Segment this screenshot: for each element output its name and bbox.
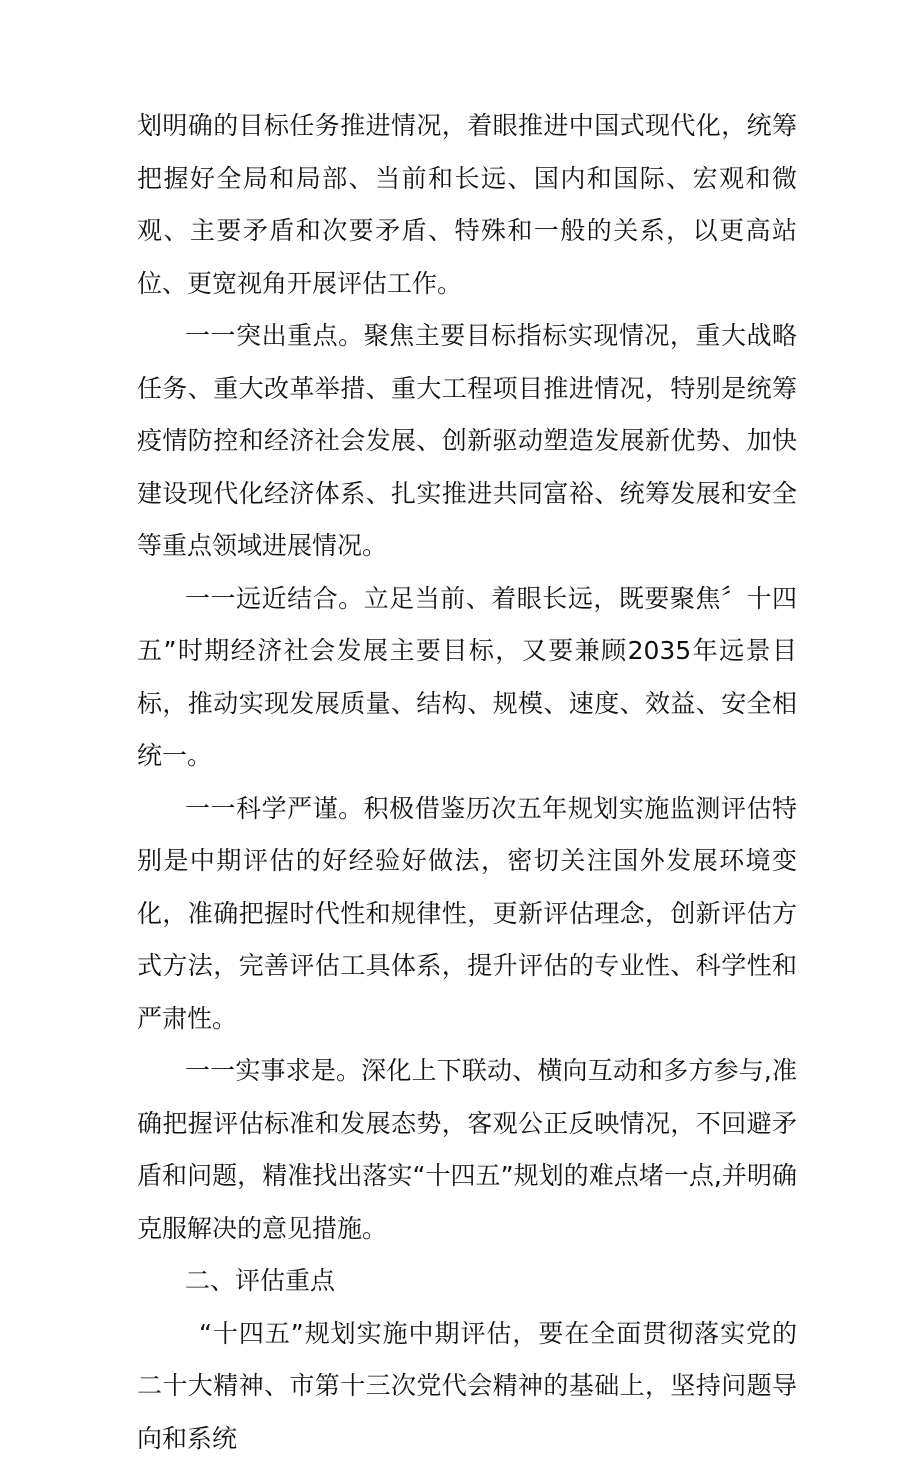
paragraph-continuation: 划明确的目标任务推进情况，着眼推进中国式现代化，统筹把握好全局和局部、当前和长远、国内和国际、宏观和微观、主要矛盾和次要矛盾、特殊和一般的关系，以更高站位、更宽视角开展评估工作。: [137, 100, 797, 310]
paragraph-seek-truth: 一一实事求是。深化上下联动、横向互动和多方参与,准确把握评估标准和发展态势，客观公正反映情况，不回避矛盾和问题，精准找出落实“十四五”规划的难点堵一点,并明确克服解决的意见措施。: [137, 1045, 797, 1255]
paragraph-highlight-key-points: 一一突出重点。聚焦主要目标指标实现情况，重大战略任务、重大改革举措、重大工程项目推进情况，特别是统筹疫情防控和经济社会发展、创新驱动塑造发展新优势、加快建设现代化经济体系、扎实推进共同富裕、统筹发展和安全等重点领域进展情况。: [137, 310, 797, 573]
paragraph-scientific-rigor: 一一科学严谨。积极借鉴历次五年规划实施监测评估特别是中期评估的好经验好做法，密切关注国外发展环境变化，准确把握时代性和规律性，更新评估理念，创新评估方式方法，完善评估工具体系，提升评估的专业性、科学性和严肃性。: [137, 783, 797, 1046]
document-body: [137, 100, 797, 1465]
paragraph-combine-near-far: 一一远近结合。立足当前、着眼长远，既要聚焦〞十四五”时期经济社会发展主要目标，又要兼顾2035年远景目标，推动实现发展质量、结构、规模、速度、效益、安全相统一。: [137, 573, 797, 783]
paragraph-midterm-evaluation: “十四五”规划实施中期评估，要在全面贯彻落实党的二十大精神、市第十三次党代会精神的基础上，坚持问题导向和系统: [137, 1308, 797, 1465]
section-heading-evaluation-focus: 二、评估重点: [137, 1255, 797, 1308]
